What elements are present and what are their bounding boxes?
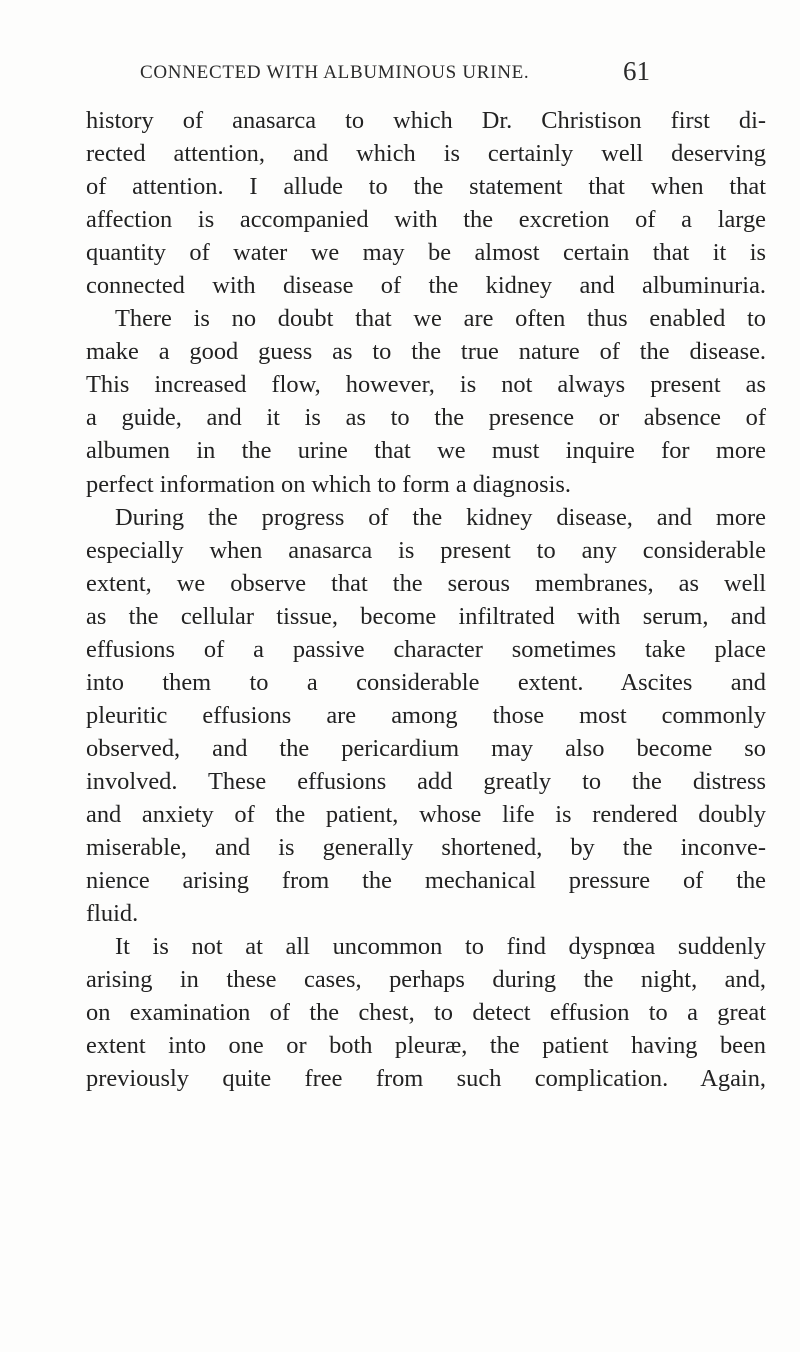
text-line: There is no doubt that we are often thus enabled to bbox=[115, 305, 766, 333]
text-line: It is not at all uncommon to find dyspnœa suddenly bbox=[115, 933, 766, 961]
text-line: fluid. bbox=[86, 900, 139, 928]
text-line: pleuritic effusions are among those most commonly bbox=[86, 701, 766, 729]
text-line: observed, and the pericardium may also become so bbox=[86, 734, 766, 762]
running-title: CONNECTED WITH ALBUMINOUS URINE. bbox=[140, 62, 530, 83]
text-line: history of anasarca to which Dr. Christison first di- bbox=[86, 107, 766, 134]
text-line: and anxiety of the patient, whose life is rendered doubly bbox=[86, 800, 766, 828]
text-line: This increased flow, however, is not always present as bbox=[86, 371, 766, 399]
text-line: albumen in the urine that we must inquire for more bbox=[86, 437, 766, 465]
text-line: effusions of a passive character sometimes take place bbox=[86, 635, 766, 663]
text-line: make a good guess as to the true nature of the disease. bbox=[86, 338, 766, 366]
text-line: affection is accompanied with the excretion of a large bbox=[86, 206, 766, 234]
text-line: on examination of the chest, to detect effusion to a great bbox=[86, 999, 766, 1027]
text-line: a guide, and it is as to the presence or absence of bbox=[86, 404, 766, 432]
text-line: connected with disease of the kidney and albuminuria. bbox=[86, 272, 766, 300]
body-text bbox=[86, 104, 766, 1095]
text-line: rected attention, and which is certainly well deserving bbox=[86, 140, 766, 168]
text-line: of attention. I allude to the statement that when that bbox=[86, 173, 766, 201]
page-number: 61 bbox=[623, 56, 650, 86]
text-line: into them to a considerable extent. Ascites and bbox=[86, 668, 766, 696]
text-line: quantity of water we may be almost certain that it is bbox=[86, 239, 766, 267]
text-line: extent into one or both pleuræ, the patient having been bbox=[86, 1032, 766, 1060]
text-line: perfect information on which to form a diagnosis. bbox=[86, 470, 571, 498]
text-line: involved. These effusions add greatly to the distress bbox=[86, 767, 766, 795]
text-line: nience arising from the mechanical pressure of the bbox=[86, 867, 766, 895]
text-line: especially when anasarca is present to any considerable bbox=[86, 536, 766, 564]
running-header bbox=[140, 56, 760, 86]
text-line: as the cellular tissue, become infiltrated with serum, and bbox=[86, 602, 766, 630]
text-line: arising in these cases, perhaps during the night, and, bbox=[86, 966, 766, 994]
text-line: previously quite free from such complication. Again, bbox=[86, 1065, 766, 1093]
text-line: During the progress of the kidney disease, and more bbox=[115, 503, 766, 531]
text-line: extent, we observe that the serous membranes, as well bbox=[86, 569, 766, 597]
text-line: miserable, and is generally shortened, by the inconve- bbox=[86, 834, 766, 862]
